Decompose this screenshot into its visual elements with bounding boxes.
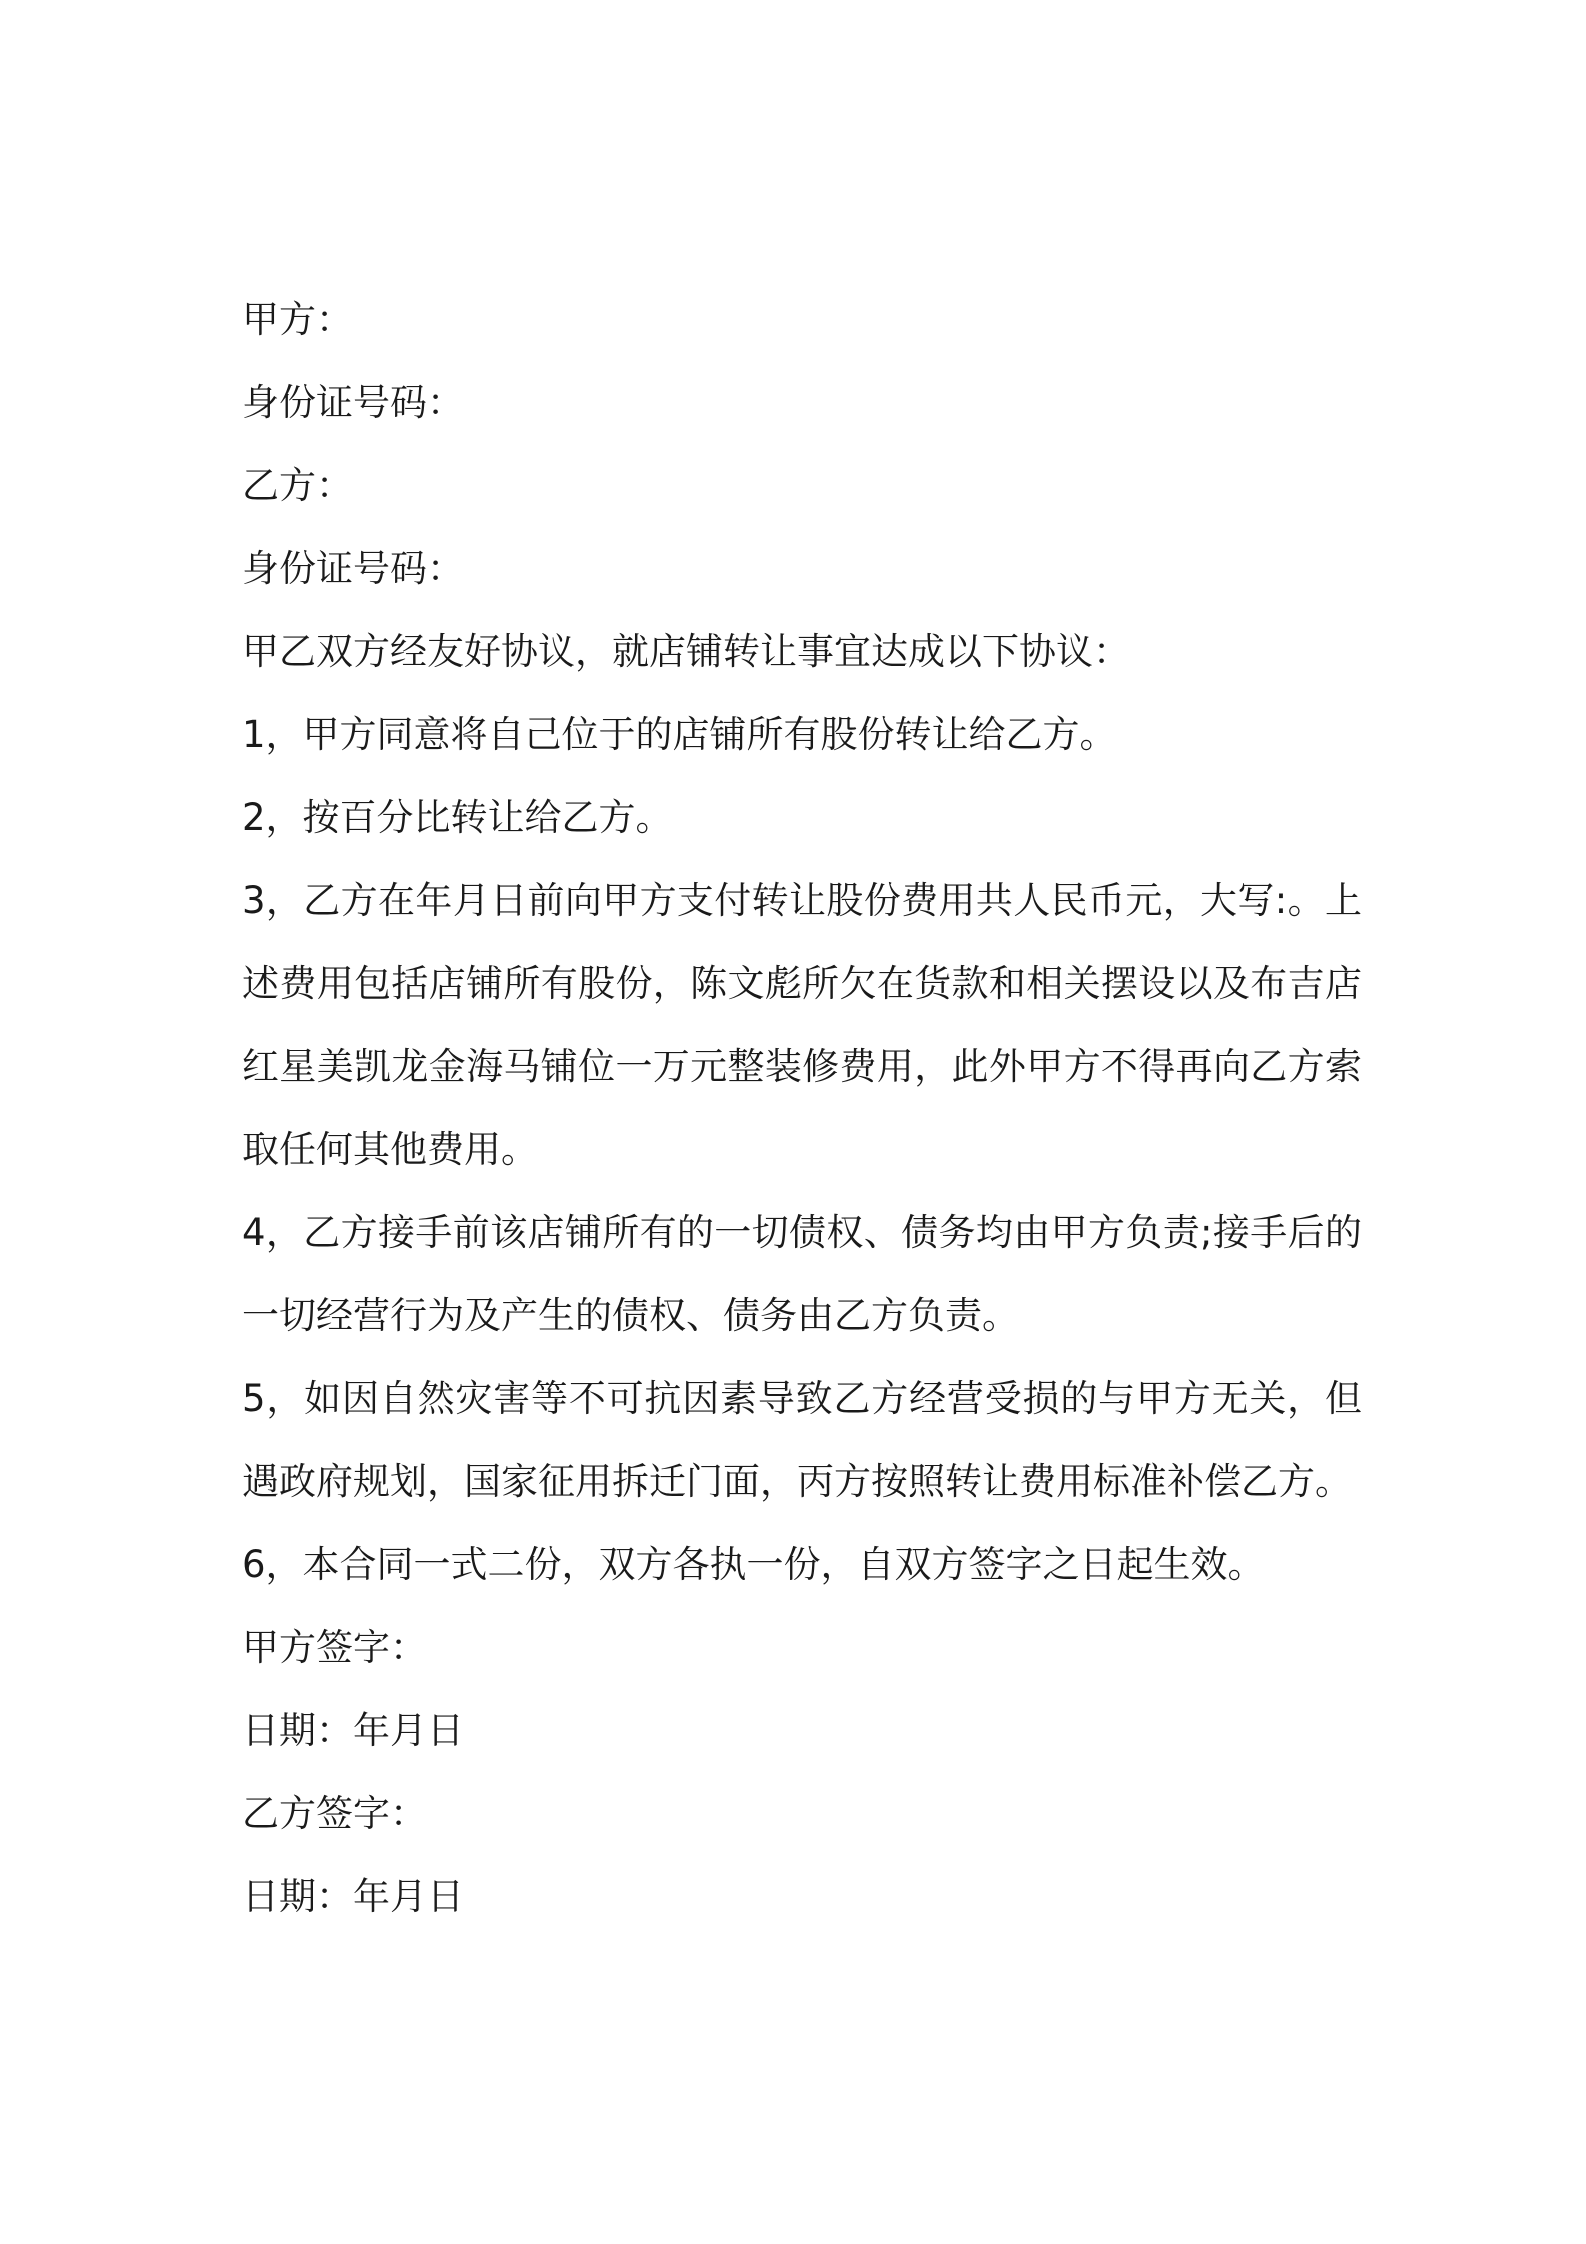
party-b-id-label: 身份证号码： [242, 547, 464, 590]
clause-3: 3，乙方在年月日前向甲方支付转让股份费用共人民币元，大写:。上述费用包括店铺所有股份，陈文彪所欠在货款和相关摆设以及布吉店红星美凯龙金海马铺位一万元整装修费用，此外甲方不得再向乙方索取任何其他费用。 [242, 879, 1362, 1171]
clause-2: 2，按百分比转让给乙方。 [242, 796, 673, 839]
party-b-date-label: 日期：年月日 [242, 1875, 464, 1918]
party-a-date-label: 日期：年月日 [242, 1709, 464, 1752]
party-b-signature-label: 乙方签字： [242, 1792, 427, 1835]
agreement-intro: 甲乙双方经友好协议，就店铺转让事宜达成以下协议： [242, 630, 1130, 673]
party-a-signature-label: 甲方签字： [242, 1626, 427, 1669]
clause-4: 4，乙方接手前该店铺所有的一切债权、债务均由甲方负责;接手后的一切经营行为及产生的债权、债务由乙方负责。 [242, 1211, 1362, 1337]
clause-1: 1，甲方同意将自己位于的店铺所有股份转让给乙方。 [242, 713, 1117, 756]
party-b-label: 乙方： [242, 464, 353, 507]
document-body [242, 278, 1362, 1938]
clause-6: 6，本合同一式二份，双方各执一份，自双方签字之日起生效。 [242, 1543, 1265, 1586]
party-a-label: 甲方： [242, 298, 353, 341]
party-a-id-label: 身份证号码： [242, 381, 464, 424]
clause-5: 5，如因自然灾害等不可抗因素导致乙方经营受损的与甲方无关，但遇政府规划，国家征用拆迁门面，丙方按照转让费用标准补偿乙方。 [242, 1377, 1362, 1503]
